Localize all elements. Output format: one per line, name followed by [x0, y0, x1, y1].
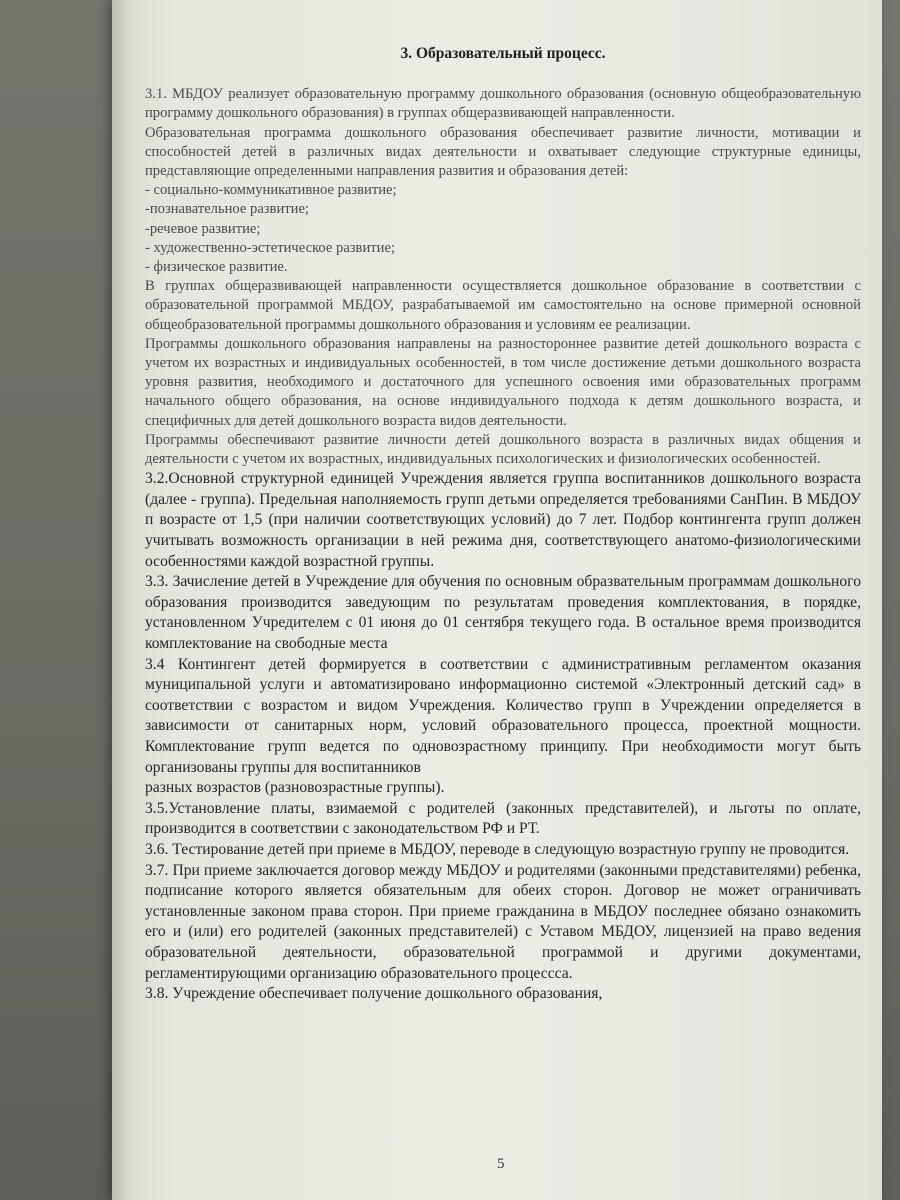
page-number: 5: [497, 1156, 505, 1172]
section-3-1-block: [145, 85, 861, 469]
list-item: - художественно-эстетическое развитие;: [145, 239, 395, 256]
paragraph-3-1: 3.1. МБДОУ реализует образовательную программу дошкольного образования (основную общеобразовательную программу дошкольного образования) в группах общеразвивающей направленности.: [145, 86, 861, 122]
paragraph-personality: Программы обеспечивают развитие личности детей дошкольного возраста в различных видах общения и деятельности с учетом их возрастных, индивидуальных психологических и физиологических особенностей.: [145, 431, 861, 468]
section-title: 3. Образовательный процесс.: [400, 45, 606, 62]
development-directions-list: [145, 181, 861, 277]
paragraph-3-8: 3.8. Учреждение обеспечивает получение дошкольного образования,: [145, 985, 603, 1003]
paragraph-3-4: 3.4 Контингент детей формируется в соответствии с административным регламентом оказания муниципальной услуги и автоматизировано информационно системой «Электронный детский сад» в соответствии с возрастом и видом Учреждения. Количество групп в Учреждении определяется в зависимости от санитарных норм, условий образовательного процесса, проектной мощности. Комплектование групп ведется по одновозрастному принципу. При необходимости могут быть организованы группы для воспитанников: [145, 655, 861, 776]
paragraph-3-3: 3.3. Зачисление детей в Учреждение для обучения по основным образвательным программам дошкольного образования производится заведующим по результатам проведения комплектования, в порядке, установленном Учредителем с 01 июня до 01 сентября текущего года. В остальное время производится комплектование на свободные места: [145, 573, 861, 653]
paragraph-3-2: 3.2.Основной структурной единицей Учреждения является группа воспитанников дошкольного возраста (далее - группа). Предельная наполняемость групп детьми определяется требованиями СанПин. В МБДОУ п возрасте от 1,5 (при наличии соответствующих условий) до 7 лет. Подбор контингента групп должен учитывать возможность организации в ней режима дня, соответствующего анатомо-физиологическими особенностями каждой возрастной группы.: [145, 470, 861, 570]
paragraph-3-5: 3.5.Установление платы, взимаемой с родителей (законных представителей), и льготы по оплате, производится в соответствии с законодательством РФ и РТ.: [145, 799, 861, 838]
paragraph-programs: Программы дошкольного образования направлены на разностороннее развитие детей дошкольного возраста с учетом их возрастных и индивидуальных особенностей, в том числе достижение детьми дошкольного возраста уровня развития, необходимого и достаточного для успешного освоения ими образовательных программ начального общего образования, на основе индивидуального подхода к детям дошкольного возраста, и специфичных для детей дошкольного возраста видов деятельности.: [145, 335, 861, 429]
list-item: -познавательное развитие;: [145, 201, 309, 218]
sections-3-2-to-3-8: [145, 469, 861, 1004]
paragraph-groups: В группах общеразвивающей направленности осуществляется дошкольное образование в соответствии с образовательной программой МБДОУ, разрабатываемой им самостоятельно на основе примерной основной общеобразовательной программы дошкольного образования и условиям ее реализации.: [145, 278, 861, 333]
paragraph-program-intro: Образовательная программа дошкольного образования обеспечивает развитие личности, мотивации и способностей детей в различных видах деятельности и охватывает следующие структурные единицы, представляющие определенными направления развития и образования детей:: [145, 124, 861, 180]
paragraph-3-4-continued: разных возрастов (разновозрастные группы).: [145, 779, 445, 797]
paragraph-3-6: 3.6. Тестирование детей при приеме в МБДОУ, переводе в следующую возрастную группу не проводится.: [145, 840, 850, 858]
list-item: - социально-коммуникативное развитие;: [145, 182, 397, 199]
paragraph-3-7: 3.7. При приеме заключается договор между МБДОУ и родителями (законными представителями) ребенка, подписание которого является обязательным для обеих сторон. Договор не может ограничивать установленные законом права сторон. При приеме гражданина в МБДОУ последнее обязано ознакомить его и (или) его родителей (законных представителей) с Уставом МБДОУ, лицензией на право ведения образовательной деятельности, образовательной программой и другими документами, регламентирующими организацию образовательного процессса.: [145, 861, 861, 982]
page-content: [145, 44, 861, 1005]
page-binding-shadow: [112, 0, 130, 1200]
list-item: - физическое развитие.: [145, 259, 288, 276]
list-item: -речевое развитие;: [145, 220, 261, 237]
